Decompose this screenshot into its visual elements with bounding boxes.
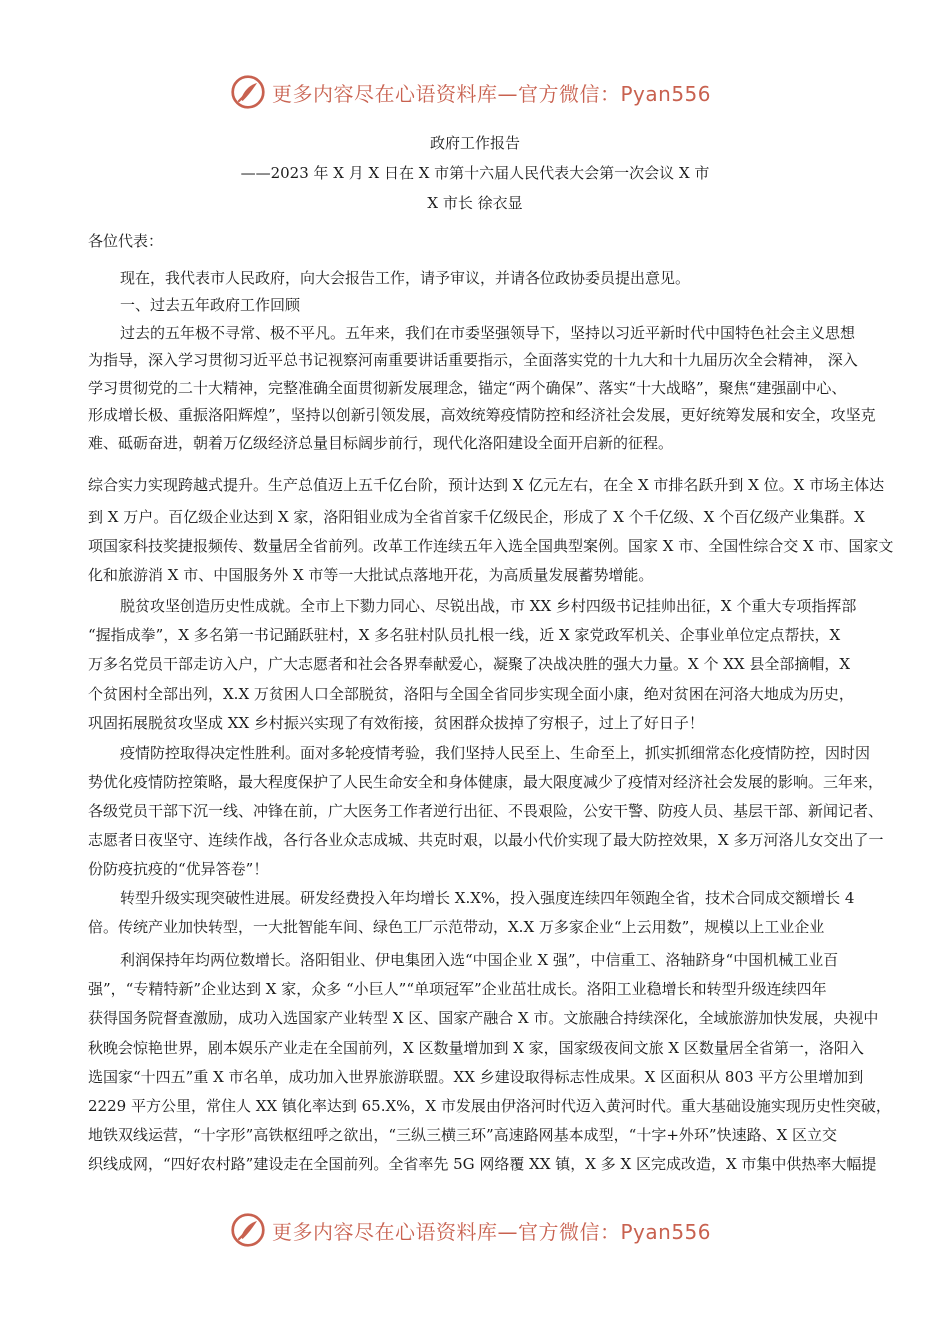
brand-logo-icon (230, 74, 266, 110)
text-line: 过去的五年极不寻常、极不平凡。五年来，我们在市委坚强领导下，坚持以习近平新时代中国特色社会主义思想 (120, 324, 856, 342)
text-line: 份防疫抗疫的“优异答卷”！ (88, 860, 269, 878)
text-line: 学习贯彻党的二十大精神，完整准确全面贯彻新发展理念，锚定“两个确保”、落实“十大战略”，聚焦“建强副中心、 (88, 379, 847, 397)
document-author: X 市长 徐衣显 (427, 194, 523, 212)
text-line: 各级党员干部下沉一线、冲锋在前，广大医务工作者逆行出征、不畏艰险，公安干警、防疫人员、基层干部、新闻记者、 (88, 802, 884, 820)
watermark-banner-bottom (230, 1210, 750, 1250)
text-line: 疫情防控取得决定性胜利。面对多轮疫情考验，我们坚持人民至上、生命至上，抓实抓细常态化疫情防控，因时因 (120, 744, 871, 762)
text-line: 难、砥砺奋进，朝着万亿级经济总量目标阔步前行，现代化洛阳建设全面开启新的征程。 (88, 434, 674, 452)
text-line: “握指成拳”，X 多名第一书记踊跃驻村，X 多名驻村队员扎根一线，近 X 家党政军机关、企事业单位定点帮扶，X (88, 626, 841, 644)
text-line: 个贫困村全部出列，X.X 万贫困人口全部脱贫，洛阳与全国全省同步实现全面小康，绝对贫困在河洛大地成为历史， (88, 685, 854, 703)
document-title: 政府工作报告 (429, 134, 520, 152)
text-line: 织线成网，“四好农村路”建设走在全国前列。全省率先 5G 网络覆 XX 镇，X 多 X 区完成改造，X 市集中供热率大幅提 (88, 1155, 877, 1173)
document-subtitle: ——2023 年 X 月 X 日在 X 市第十六届人民代表大会第一次会议 X 市 (240, 164, 710, 182)
text-line: 巩固拓展脱贫攻坚成 XX 乡村振兴实现了有效衔接，贫困群众拔掉了穷根子，过上了好日子！ (88, 714, 704, 732)
text-line: 项国家科技奖捷报频传、数量居全省前列。改革工作连续五年入选全国典型案例。国家 X 市、全国性综合交 X 市、国家文 (88, 537, 894, 555)
text-line: 强”，“专精特新”企业达到 X 家，众多 “小巨人”“单项冠军”企业茁壮成长。洛阳工业稳增长和转型升级连续四年 (88, 980, 827, 998)
salutation: 各位代表： (88, 232, 164, 250)
text-line: 选国家“十四五”重 X 市名单，成功加入世界旅游联盟。XX 乡建设取得标志性成果。X 区面积从 803 平方公里增加到 (88, 1068, 864, 1086)
text-line: 2229 平方公里，常住人 XX 镇化率达到 65.X%，X 市发展由伊洛河时代迈入黄河时代。重大基础设施实现历史性突破， (88, 1097, 891, 1115)
text-line: 万多名党员干部走访入户，广大志愿者和社会各界奉献爱心，凝聚了决战决胜的强大力量。X 个 XX 县全部摘帽，X (88, 655, 851, 673)
watermark-text: 更多内容尽在心语资料库—官方微信：Pyan556 (272, 1219, 712, 1244)
watermark-text: 更多内容尽在心语资料库—官方微信：Pyan556 (272, 81, 712, 106)
section-heading: 一、过去五年政府工作回顾 (120, 296, 301, 314)
text-line: 形成增长极、重振洛阳辉煌”，坚持以创新引领发展，高效统筹疫情防控和经济社会发展，更好统筹发展和安全，攻坚克 (88, 406, 876, 424)
text-line: 现在，我代表市人民政府，向大会报告工作，请予审议，并请各位政协委员提出意见。 (120, 269, 691, 287)
text-line: 脱贫攻坚创造历史性成就。全市上下勠力同心、尽锐出战，市 XX 乡村四级书记挂帅出征，X 个重大专项指挥部 (120, 597, 857, 615)
text-line: 势优化疫情防控策略，最大程度保护了人民生命安全和身体健康，最大限度减少了疫情对经济社会发展的影响。三年来， (88, 773, 884, 791)
watermark-banner-top (230, 72, 750, 112)
text-line: 地铁双线运营，“十字形”高铁枢纽呼之欲出，“三纵三横三环”高速路网基本成型，“十字+外环”快速路、X 区立交 (88, 1126, 838, 1144)
text-line: 获得国务院督查激励，成功入选国家产业转型 X 区、国家产融合 X 市。文旅融合持续深化，全域旅游加快发展，央视中 (88, 1009, 879, 1027)
text-line: 综合实力实现跨越式提升。生产总值迈上五千亿台阶，预计达到 X 亿元左右，在全 X 市排名跃升到 X 位。X 市场主体达 (88, 476, 885, 494)
text-line: 利润保持年均两位数增长。洛阳钼业、伊电集团入选“中国企业 X 强”，中信重工、洛轴跻身“中国机械工业百 (120, 951, 839, 969)
text-line: 倍。传统产业加快转型，一大批智能车间、绿色工厂示范带动，X.X 万多家企业“上云用数”，规模以上工业企业 (88, 918, 825, 936)
brand-logo-icon (230, 1212, 266, 1248)
text-line: 转型升级实现突破性进展。研发经费投入年均增长 X.X%，投入强度连续四年领跑全省，技术合同成交额增长 4 (120, 889, 855, 907)
text-line: 到 X 万户。百亿级企业达到 X 家，洛阳钼业成为全省首家千亿级民企，形成了 X 个千亿级、X 个百亿级产业集群。X (88, 508, 865, 526)
text-line: 化和旅游消 X 市、中国服务外 X 市等一大批试点落地开花，为高质量发展蓄势增能。 (88, 566, 654, 584)
text-line: 志愿者日夜坚守、连续作战，各行各业众志成城、共克时艰，以最小代价实现了最大防控效果，X 多万河洛儿女交出了一 (88, 831, 884, 849)
text-line: 为指导，深入学习贯彻习近平总书记视察河南重要讲话重要指示，全面落实党的十九大和十九届历次全会精神， 深入 (88, 351, 858, 369)
text-line: 秋晚会惊艳世界，剧本娱乐产业走在全国前列，X 区数量增加到 X 家，国家级夜间文旅 X 区数量居全省第一，洛阳入 (88, 1039, 864, 1057)
